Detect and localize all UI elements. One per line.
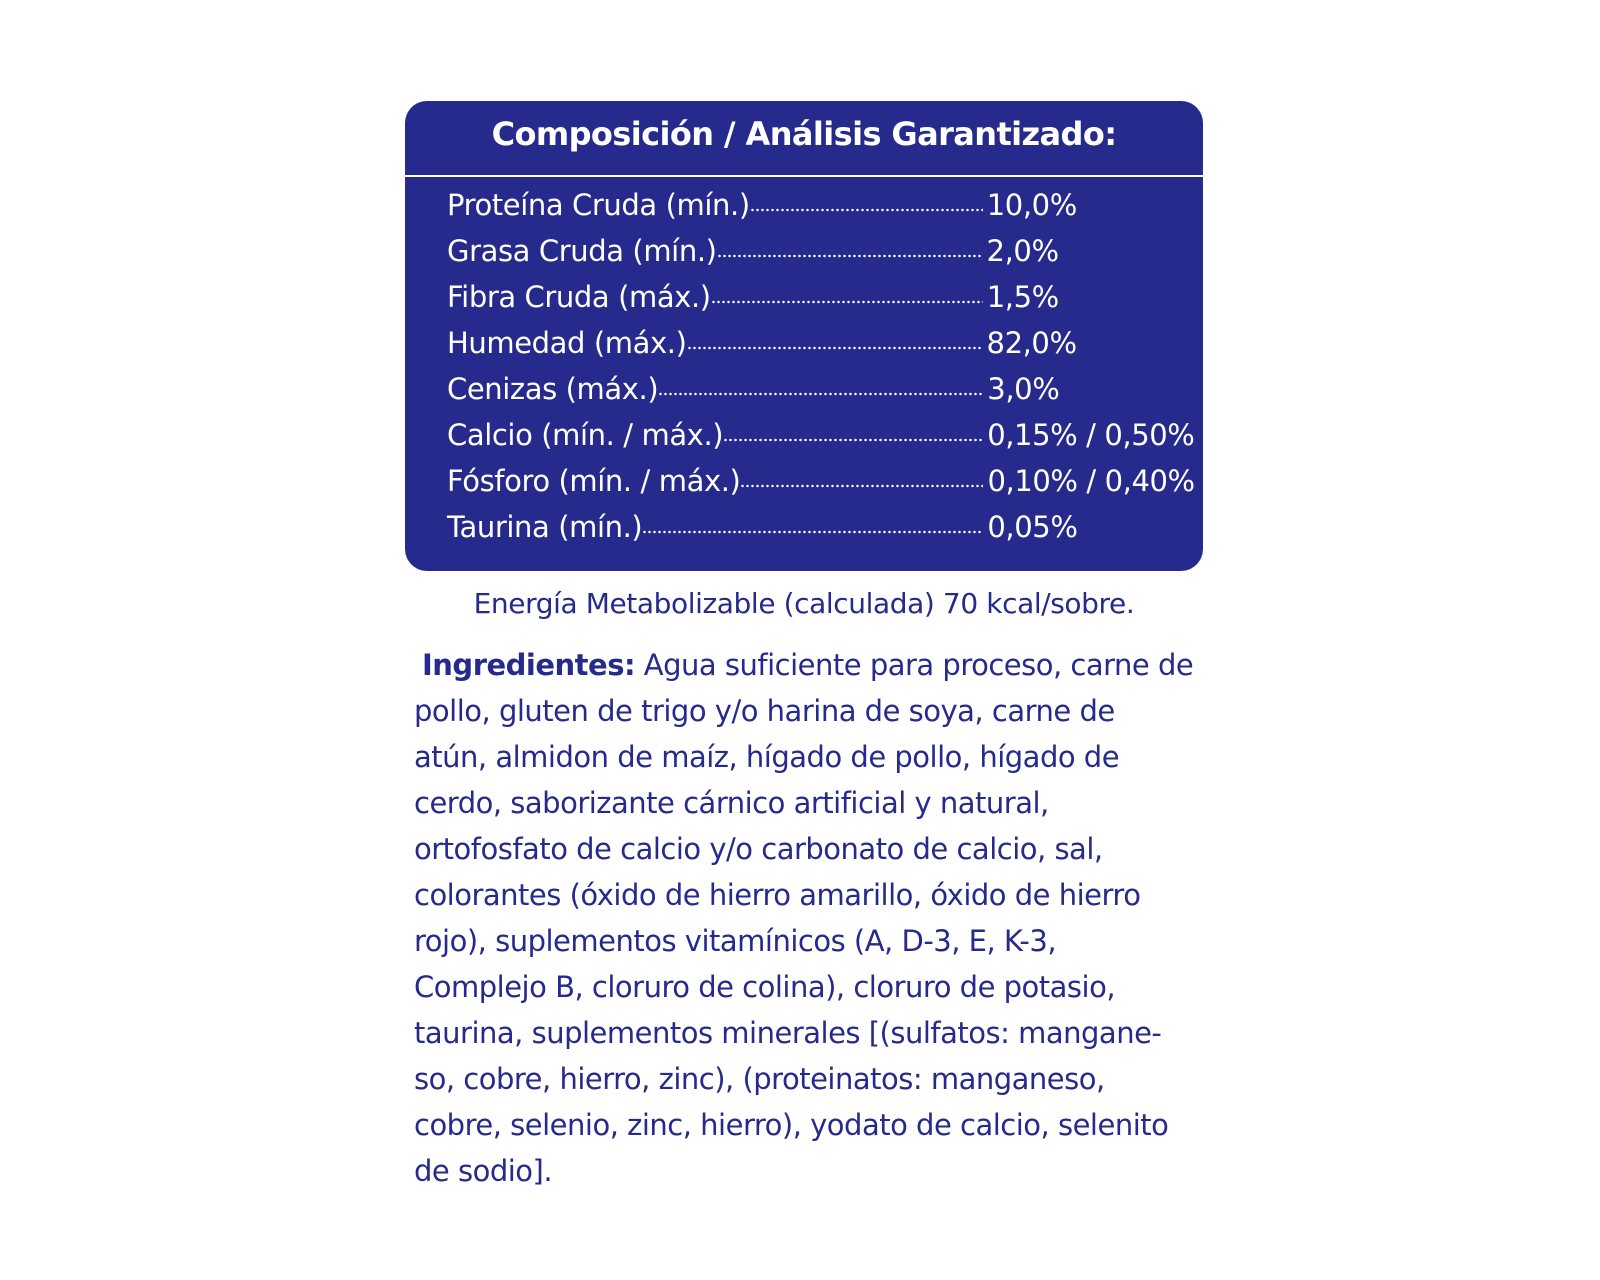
analysis-row-label: Grasa Cruda (mín.)	[447, 234, 717, 268]
panel-title: Composición / Análisis Garantizado:	[491, 115, 1117, 153]
dot-leader	[658, 389, 983, 399]
panel-divider	[405, 175, 1203, 177]
ingredients-line: colorantes (óxido de hierro amarillo, óxido de hierro	[414, 878, 1141, 912]
analysis-row	[447, 464, 1195, 510]
analysis-row-value: 3,0%	[987, 372, 1060, 406]
analysis-row-label: Proteína Cruda (mín.)	[447, 188, 750, 222]
ingredients-line	[414, 642, 1204, 688]
dot-leader	[642, 527, 983, 537]
analysis-row	[447, 234, 1187, 280]
ingredients-line-text: Agua suficiente para proceso, carne de	[635, 648, 1194, 682]
ingredients-line: taurina, suplementos minerales [(sulfatos: mangane-	[414, 1016, 1162, 1050]
dot-leader	[717, 251, 983, 261]
ingredients-line: Complejo B, cloruro de colina), cloruro de potasio,	[414, 970, 1116, 1004]
ingredients-text	[414, 642, 1204, 1194]
analysis-row-label: Fósforo (mín. / máx.)	[447, 464, 741, 498]
ingredients-line: atún, almidon de maíz, hígado de pollo, hígado de	[414, 740, 1120, 774]
analysis-row-label: Humedad (máx.)	[447, 326, 687, 360]
ingredients-line: de sodio].	[414, 1154, 553, 1188]
ingredients-line: so, cobre, hierro, zinc), (proteinatos: manganeso,	[414, 1062, 1105, 1096]
analysis-row-value: 2,0%	[986, 234, 1059, 268]
analysis-rows	[447, 188, 1195, 556]
energy-statement: Energía Metabolizable (calculada) 70 kcal/sobre.	[473, 587, 1135, 620]
analysis-row-value: 1,5%	[986, 280, 1059, 314]
ingredients-line: rojo), suplementos vitamínicos (A, D-3, E, K-3,	[414, 924, 1057, 958]
analysis-row	[447, 510, 1187, 556]
analysis-row	[447, 418, 1195, 464]
analysis-row	[447, 326, 1187, 372]
analysis-row-label: Calcio (mín. / máx.)	[447, 418, 724, 452]
analysis-row-label: Taurina (mín.)	[447, 510, 643, 544]
analysis-row-label: Cenizas (máx.)	[447, 372, 659, 406]
analysis-row-value: 0,10% / 0,40%	[987, 464, 1195, 498]
dot-leader	[750, 205, 983, 215]
ingredients-heading: Ingredientes:	[422, 648, 636, 682]
ingredients-line: cobre, selenio, zinc, hierro), yodato de calcio, selenito	[414, 1108, 1169, 1142]
analysis-row-label: Fibra Cruda (máx.)	[447, 280, 711, 314]
analysis-row	[447, 372, 1187, 418]
ingredients-line: cerdo, saborizante cárnico artificial y natural,	[414, 786, 1049, 820]
analysis-row-value: 0,15% / 0,50%	[987, 418, 1195, 452]
dot-leader	[711, 297, 983, 307]
analysis-row-value: 0,05%	[987, 510, 1078, 544]
guaranteed-analysis-panel	[405, 101, 1203, 571]
dot-leader	[740, 481, 983, 491]
analysis-row	[447, 280, 1187, 326]
analysis-row	[447, 188, 1187, 234]
analysis-row-value: 10,0%	[986, 188, 1077, 222]
ingredients-line: ortofosfato de calcio y/o carbonato de calcio, sal,	[414, 832, 1103, 866]
dot-leader	[723, 435, 983, 445]
ingredients-line: pollo, gluten de trigo y/o harina de soya, carne de	[414, 694, 1115, 728]
analysis-row-value: 82,0%	[986, 326, 1077, 360]
dot-leader	[687, 343, 983, 353]
